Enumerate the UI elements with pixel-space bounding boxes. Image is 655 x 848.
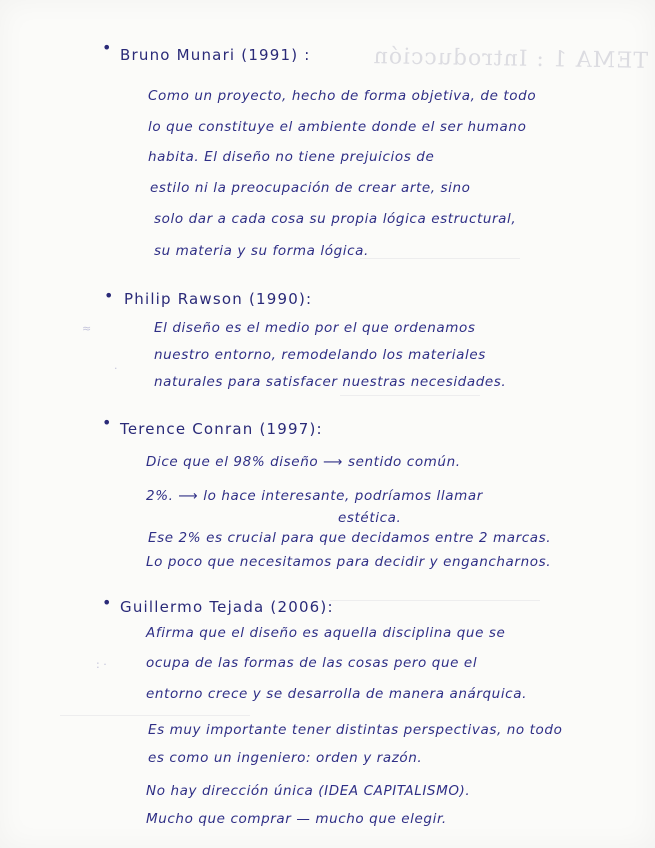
note-line: Dice que el 98% diseño ⟶ sentido común. (146, 454, 461, 470)
note-line: ocupa de las formas de las cosas pero que el (146, 655, 478, 671)
bullet-icon: • (102, 413, 112, 432)
margin-mark: ≈ (82, 322, 92, 335)
note-line: entorno crece y se desarrolla de manera anárquica. (146, 686, 527, 702)
section-heading: Guillermo Tejada (2006): (120, 598, 334, 616)
note-line: Mucho que comprar — mucho que elegir. (146, 811, 447, 827)
note-line: 2%. ⟶ lo hace interesante, podríamos llamar (146, 488, 483, 504)
note-line: estilo ni la preocupación de crear arte, sino (150, 180, 471, 196)
note-line: solo dar a cada cosa su propia lógica estructural, (154, 211, 517, 227)
section-heading: Bruno Munari (1991) : (120, 46, 311, 64)
section-heading: Philip Rawson (1990): (124, 290, 313, 308)
note-line: Ese 2% es crucial para que decidamos entre 2 marcas. (148, 530, 552, 546)
note-line: habita. El diseño no tiene prejuicios de (148, 149, 435, 165)
bullet-icon: • (104, 286, 114, 305)
note-line: Es muy importante tener distintas perspectivas, no todo (148, 722, 563, 738)
faded-heading: TEMA 1 : Introducción (372, 44, 649, 74)
margin-mark: · (114, 362, 118, 375)
bleed-through-mark (360, 258, 520, 260)
bullet-icon: • (102, 593, 112, 612)
note-line: su materia y su forma lógica. (154, 243, 369, 259)
note-line: estética. (338, 510, 402, 526)
note-line: Como un proyecto, hecho de forma objetiva, de todo (148, 88, 537, 104)
note-line: El diseño es el medio por el que ordenamos (154, 320, 476, 336)
note-line: naturales para satisfacer nuestras necesidades. (154, 374, 507, 390)
margin-mark: : · (96, 658, 107, 671)
section-heading: Terence Conran (1997): (120, 420, 323, 438)
note-line: es como un ingeniero: orden y razón. (148, 750, 423, 766)
bleed-through-mark (340, 395, 480, 397)
note-line: No hay dirección única (IDEA CAPITALISMO). (146, 783, 471, 799)
note-line: Lo poco que necesitamos para decidir y engancharnos. (146, 554, 552, 570)
note-line: lo que constituye el ambiente donde el ser humano (148, 119, 527, 135)
note-line: nuestro entorno, remodelando los materiales (154, 347, 486, 363)
note-line: Afirma que el diseño es aquella disciplina que se (146, 625, 506, 641)
bleed-through-mark (60, 715, 250, 717)
bullet-icon: • (102, 38, 112, 57)
bleed-through-mark (330, 600, 540, 602)
